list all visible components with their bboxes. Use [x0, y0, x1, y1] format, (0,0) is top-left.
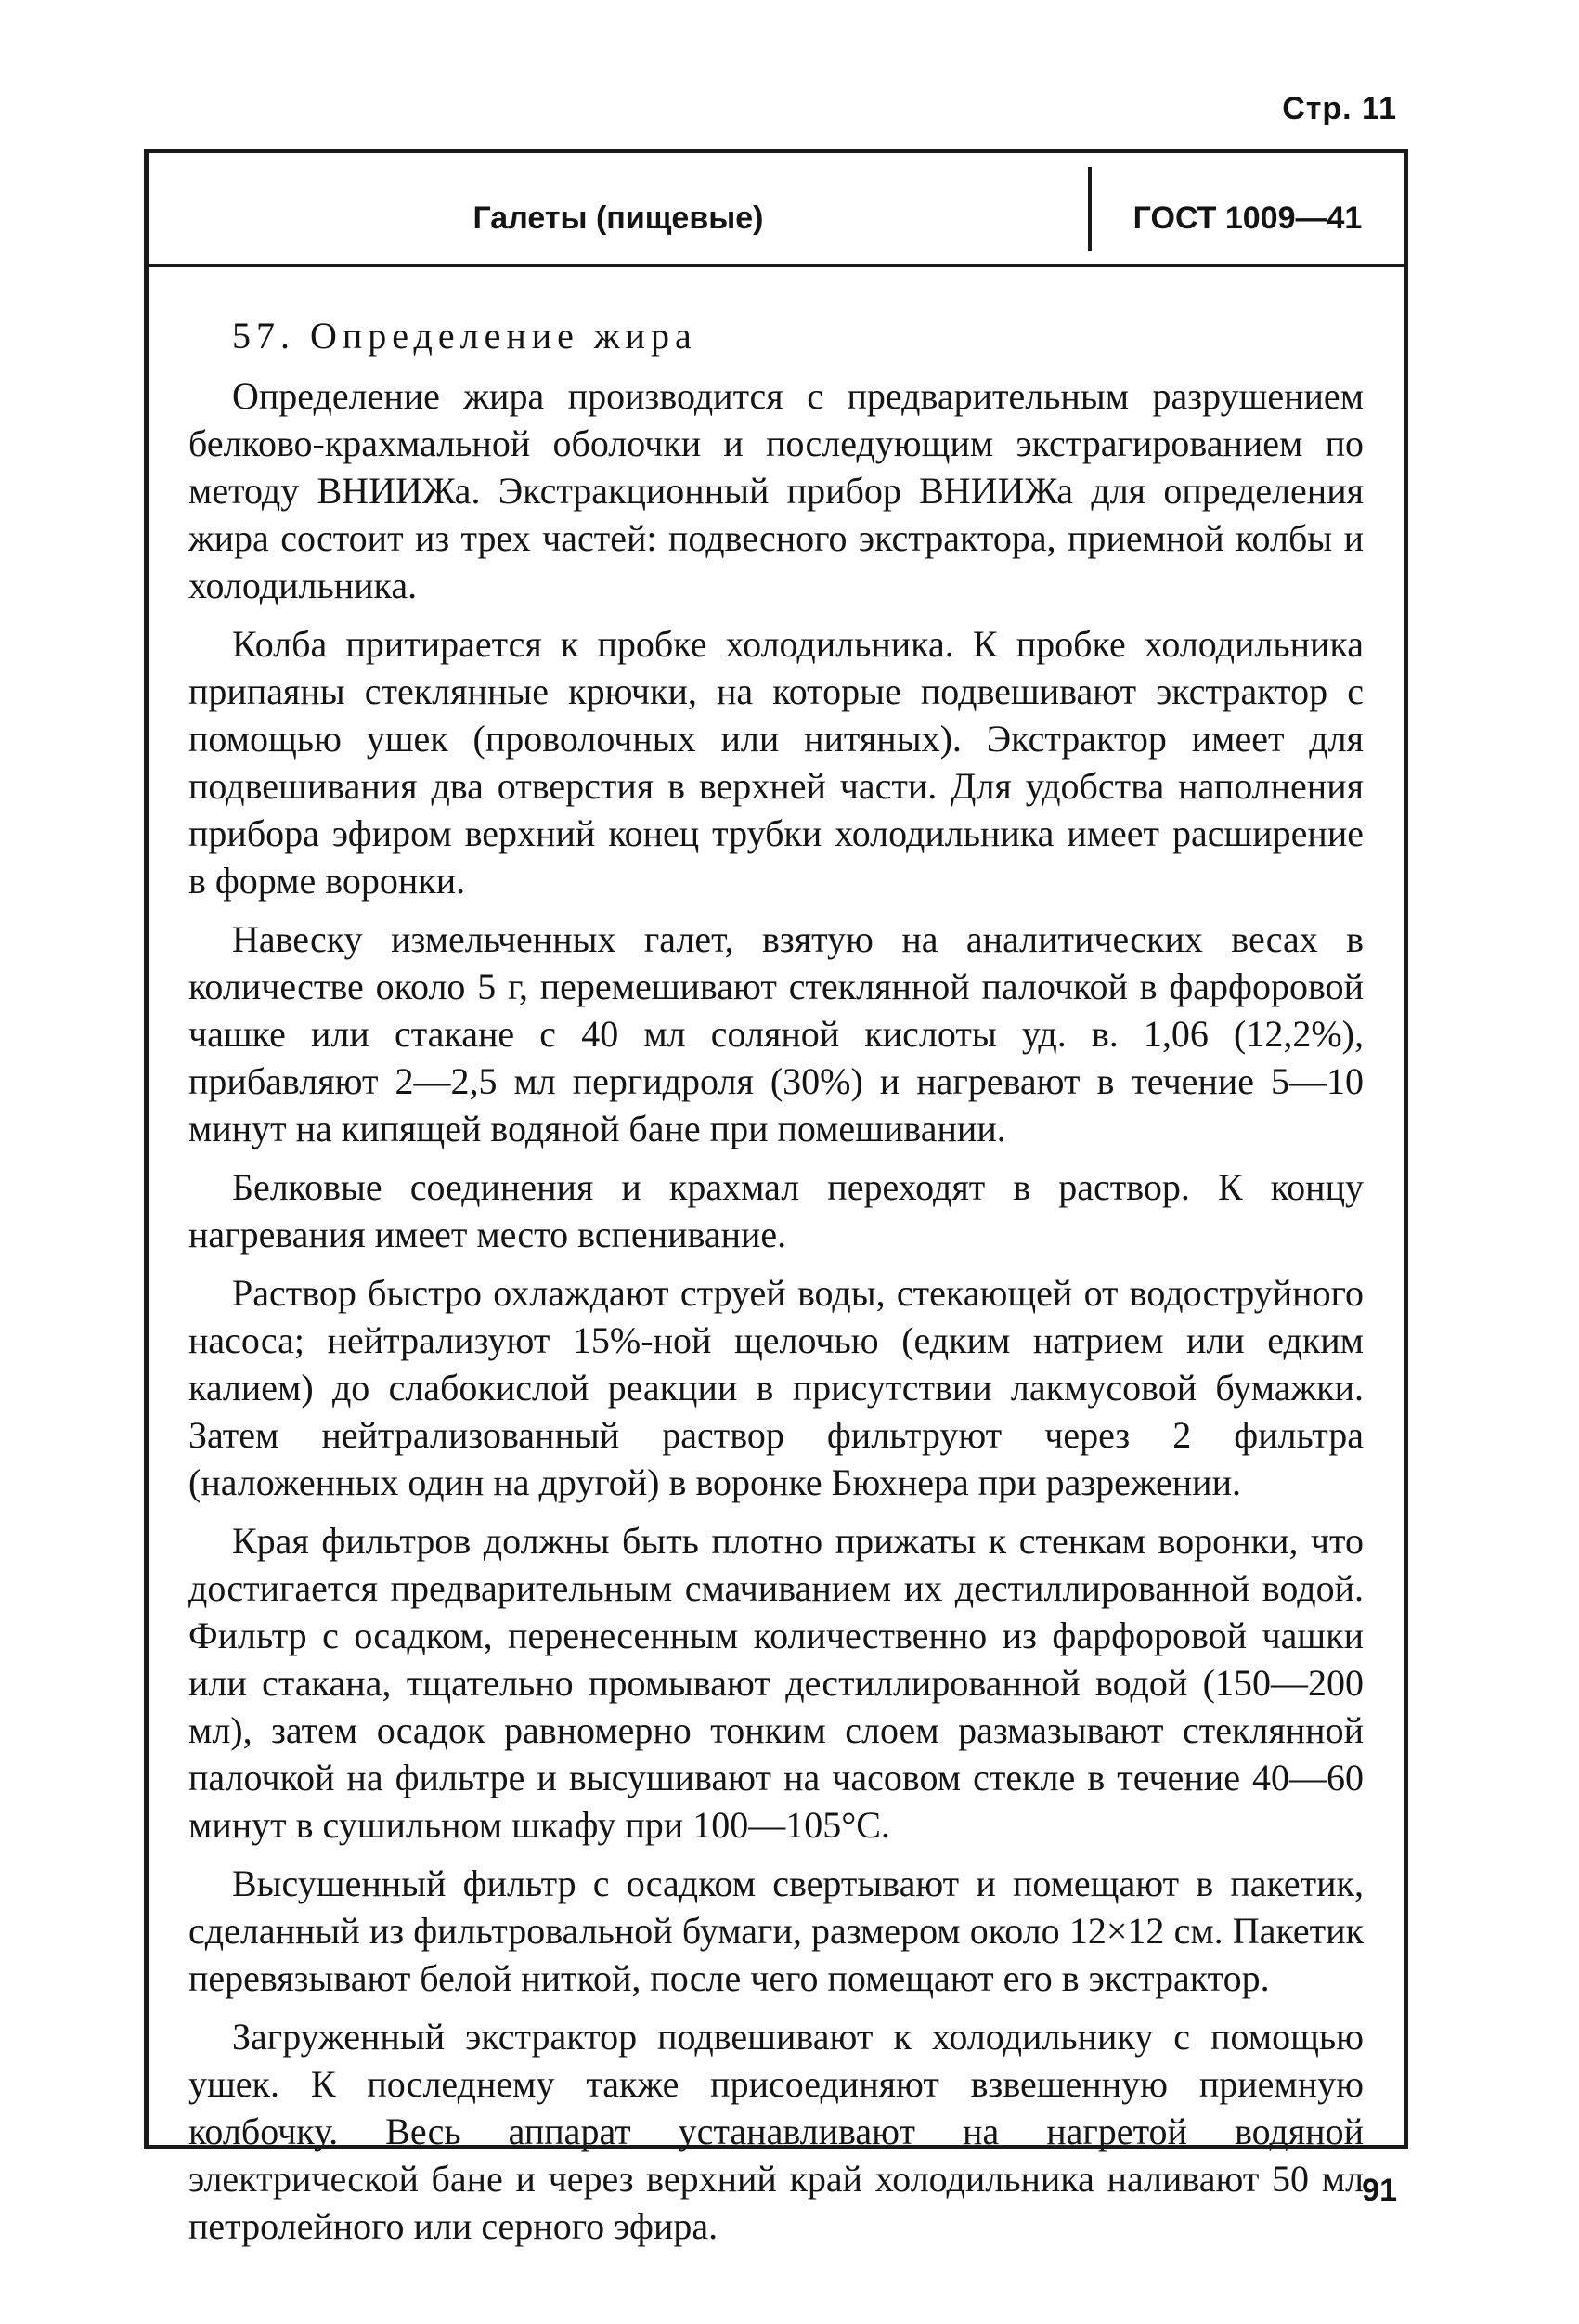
running-header — [149, 149, 1404, 267]
header-standard-code: ГОСТ 1009—41 — [1132, 201, 1363, 236]
paragraph: Навеску измельченных галет, взятую на аналитических весах в количестве около 5 г, перемешивают стеклянной палочкой в фарфоровой чашке или стакане с 40 мл соляной кислоты уд. в. 1,06 (12,2%), прибавляют 2—2,5 мл пергидроля (30%) и нагревают в течение 5—10 минут на кипящей водяной бане при помешивании. — [188, 918, 1364, 1149]
page-number: 91 — [1362, 2173, 1397, 2208]
frame-bottom-rule — [149, 2145, 1404, 2149]
page-content — [188, 314, 1364, 2261]
page-label: Стр. 11 — [1282, 91, 1397, 126]
paragraph: Загруженный экстрактор подвешивают к холодильнику с помощью ушек. К последнему также присоединяют взвешенную приемную колбочку. Весь аппарат устанавливают на нагретой водяной электрической бане и через верхний край холодильника наливают 50 мл петролейного или серного эфира. — [188, 2016, 1364, 2247]
section-heading: 57. Определение жира — [232, 315, 697, 357]
paragraph: Края фильтров должны быть плотно прижаты к стенкам воронки, что достигается предварительным смачиванием их дестиллированной водой. Фильтр с осадком, перенесенным количественно из фарфоровой чашки или стакана, тщательно промывают дестиллированной водой (150—200 мл), затем осадок равномерно тонким слоем размазывают стеклянной палочкой на фильтре и высушивают на часовом стекле в течение 40—60 минут в сушильном шкафу при 100—105°С. — [188, 1520, 1364, 1846]
header-title: Галеты (пищевые) — [472, 201, 764, 236]
paragraph: Белковые соединения и крахмал переходят в раствор. К концу нагревания имеет место вспенивание. — [188, 1166, 1364, 1255]
paragraph: Высушенный фильтр с осадком свертывают и помещают в пакетик, сделанный из фильтровальной бумаги, размером около 12×12 см. Пакетик перевязывают белой ниткой, после чего помещают его в экстрактор. — [188, 1863, 1364, 1999]
paragraph: Колба притирается к пробке холодильника. К пробке холодильника припаяны стеклянные крючки, на которые подвешивают экстрактор с помощью ушек (проволочных или нитяных). Экстрактор имеет для подвешивания два отверстия в верхней части. Для удобства наполнения прибора эфиром верхний конец трубки холодильника имеет расширение в форме воронки. — [188, 623, 1364, 902]
paragraph: Раствор быстро охлаждают струей воды, стекающей от водоструйного насоса; нейтрализуют 15%-ной щелочью (едким натрием или едким калием) до слабокислой реакции в присутствии лакмусовой бумажки. Затем нейтрализованный раствор фильтруют через 2 фильтра (наложенных один на другой) в воронке Бюхнера при разрежении. — [188, 1272, 1364, 1503]
paragraph: Определение жира производится с предварительным разрушением белково-крахмальной оболочки и последующим экстрагированием по методу ВНИИЖа. Экстракционный прибор ВНИИЖа для определения жира состоит из трех частей: подвесного экстрактора, приемной колбы и холодильника. — [188, 375, 1364, 606]
